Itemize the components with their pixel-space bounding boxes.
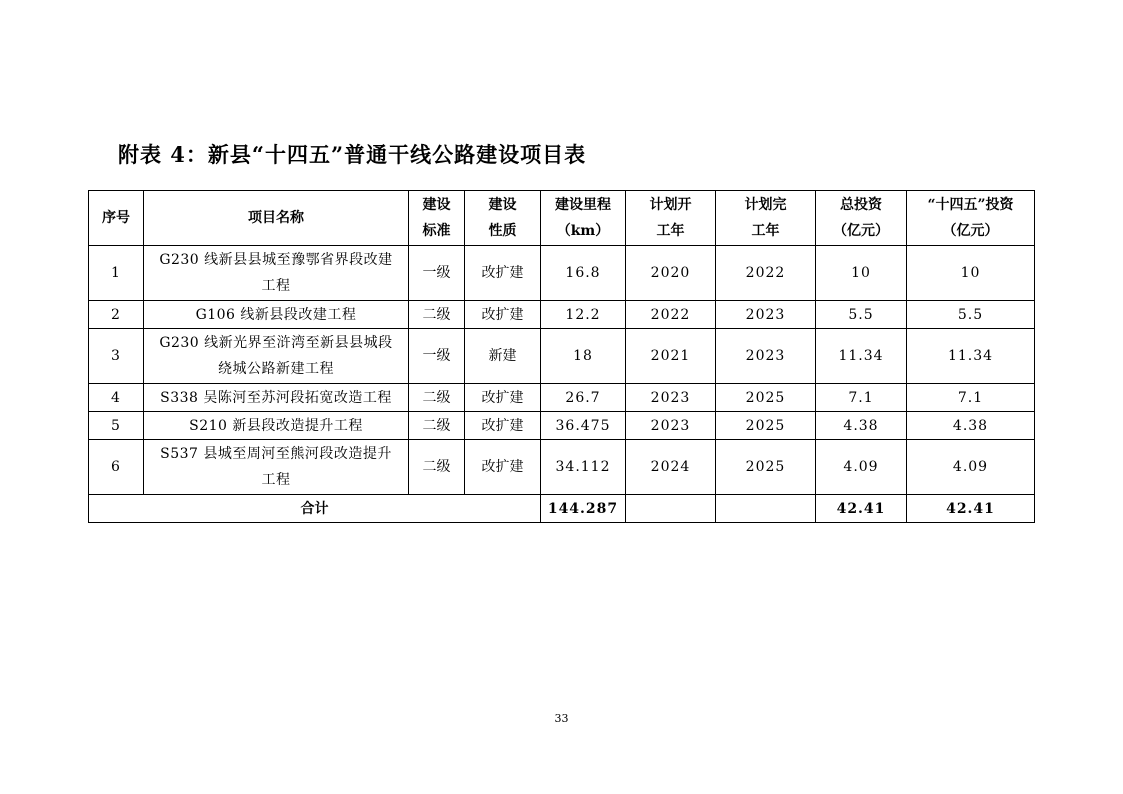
cell-standard: 一级 xyxy=(409,329,465,384)
cell-name: S338 吴陈河至苏河段拓宽改造工程 xyxy=(144,384,409,412)
header-start-year: 计划开 工年 xyxy=(626,191,716,246)
total-empty-end xyxy=(716,495,816,523)
cell-end-year: 2023 xyxy=(716,329,816,384)
cell-plan-investment: 4.09 xyxy=(907,440,1035,495)
cell-standard: 一级 xyxy=(409,246,465,301)
cell-standard: 二级 xyxy=(409,301,465,329)
table-row xyxy=(89,440,1035,495)
table-row xyxy=(89,412,1035,440)
cell-total-investment: 5.5 xyxy=(816,301,907,329)
cell-start-year: 2020 xyxy=(626,246,716,301)
cell-total-investment: 4.09 xyxy=(816,440,907,495)
cell-standard: 二级 xyxy=(409,412,465,440)
cell-mileage: 12.2 xyxy=(541,301,626,329)
total-label: 合计 xyxy=(89,495,541,523)
cell-name: S537 县城至周河至熊河段改造提升 工程 xyxy=(144,440,409,495)
header-standard: 建设 标准 xyxy=(409,191,465,246)
cell-nature: 改扩建 xyxy=(465,301,541,329)
cell-mileage: 18 xyxy=(541,329,626,384)
cell-end-year: 2025 xyxy=(716,412,816,440)
cell-total-investment: 4.38 xyxy=(816,412,907,440)
cell-seq: 6 xyxy=(89,440,144,495)
cell-standard: 二级 xyxy=(409,384,465,412)
cell-seq: 3 xyxy=(89,329,144,384)
table-row xyxy=(89,329,1035,384)
cell-seq: 4 xyxy=(89,384,144,412)
total-investment: 42.41 xyxy=(816,495,907,523)
table-row xyxy=(89,246,1035,301)
total-empty-start xyxy=(626,495,716,523)
header-nature: 建设 性质 xyxy=(465,191,541,246)
cell-end-year: 2025 xyxy=(716,440,816,495)
total-row xyxy=(89,495,1035,523)
table-title: 附表 4：新县“十四五”普通干线公路建设项目表 xyxy=(118,142,587,167)
cell-seq: 1 xyxy=(89,246,144,301)
cell-plan-investment: 11.34 xyxy=(907,329,1035,384)
header-total-investment: 总投资 （亿元） xyxy=(816,191,907,246)
cell-start-year: 2021 xyxy=(626,329,716,384)
cell-seq: 2 xyxy=(89,301,144,329)
cell-mileage: 16.8 xyxy=(541,246,626,301)
table-row xyxy=(89,384,1035,412)
cell-end-year: 2025 xyxy=(716,384,816,412)
header-mileage: 建设里程 （km） xyxy=(541,191,626,246)
cell-total-investment: 11.34 xyxy=(816,329,907,384)
cell-name: S210 新县段改造提升工程 xyxy=(144,412,409,440)
cell-plan-investment: 7.1 xyxy=(907,384,1035,412)
cell-total-investment: 10 xyxy=(816,246,907,301)
cell-plan-investment: 10 xyxy=(907,246,1035,301)
cell-nature: 改扩建 xyxy=(465,384,541,412)
total-mileage: 144.287 xyxy=(541,495,626,523)
cell-mileage: 36.475 xyxy=(541,412,626,440)
cell-name: G230 线新县县城至豫鄂省界段改建 工程 xyxy=(144,246,409,301)
projects-table xyxy=(88,190,1035,523)
header-row xyxy=(89,191,1035,246)
cell-end-year: 2022 xyxy=(716,246,816,301)
cell-start-year: 2023 xyxy=(626,384,716,412)
cell-start-year: 2023 xyxy=(626,412,716,440)
cell-nature: 新建 xyxy=(465,329,541,384)
cell-nature: 改扩建 xyxy=(465,246,541,301)
header-plan-investment: “十四五”投资 （亿元） xyxy=(907,191,1035,246)
cell-mileage: 34.112 xyxy=(541,440,626,495)
header-seq: 序号 xyxy=(89,191,144,246)
table-row xyxy=(89,301,1035,329)
cell-nature: 改扩建 xyxy=(465,440,541,495)
cell-start-year: 2022 xyxy=(626,301,716,329)
cell-mileage: 26.7 xyxy=(541,384,626,412)
cell-name: G106 线新县段改建工程 xyxy=(144,301,409,329)
cell-standard: 二级 xyxy=(409,440,465,495)
header-end-year: 计划完 工年 xyxy=(716,191,816,246)
cell-seq: 5 xyxy=(89,412,144,440)
cell-plan-investment: 4.38 xyxy=(907,412,1035,440)
total-plan-investment: 42.41 xyxy=(907,495,1035,523)
page-number: 33 xyxy=(554,712,569,725)
cell-plan-investment: 5.5 xyxy=(907,301,1035,329)
cell-nature: 改扩建 xyxy=(465,412,541,440)
cell-name: G230 线新光界至浒湾至新县县城段 绕城公路新建工程 xyxy=(144,329,409,384)
cell-start-year: 2024 xyxy=(626,440,716,495)
cell-end-year: 2023 xyxy=(716,301,816,329)
cell-total-investment: 7.1 xyxy=(816,384,907,412)
header-name: 项目名称 xyxy=(144,191,409,246)
